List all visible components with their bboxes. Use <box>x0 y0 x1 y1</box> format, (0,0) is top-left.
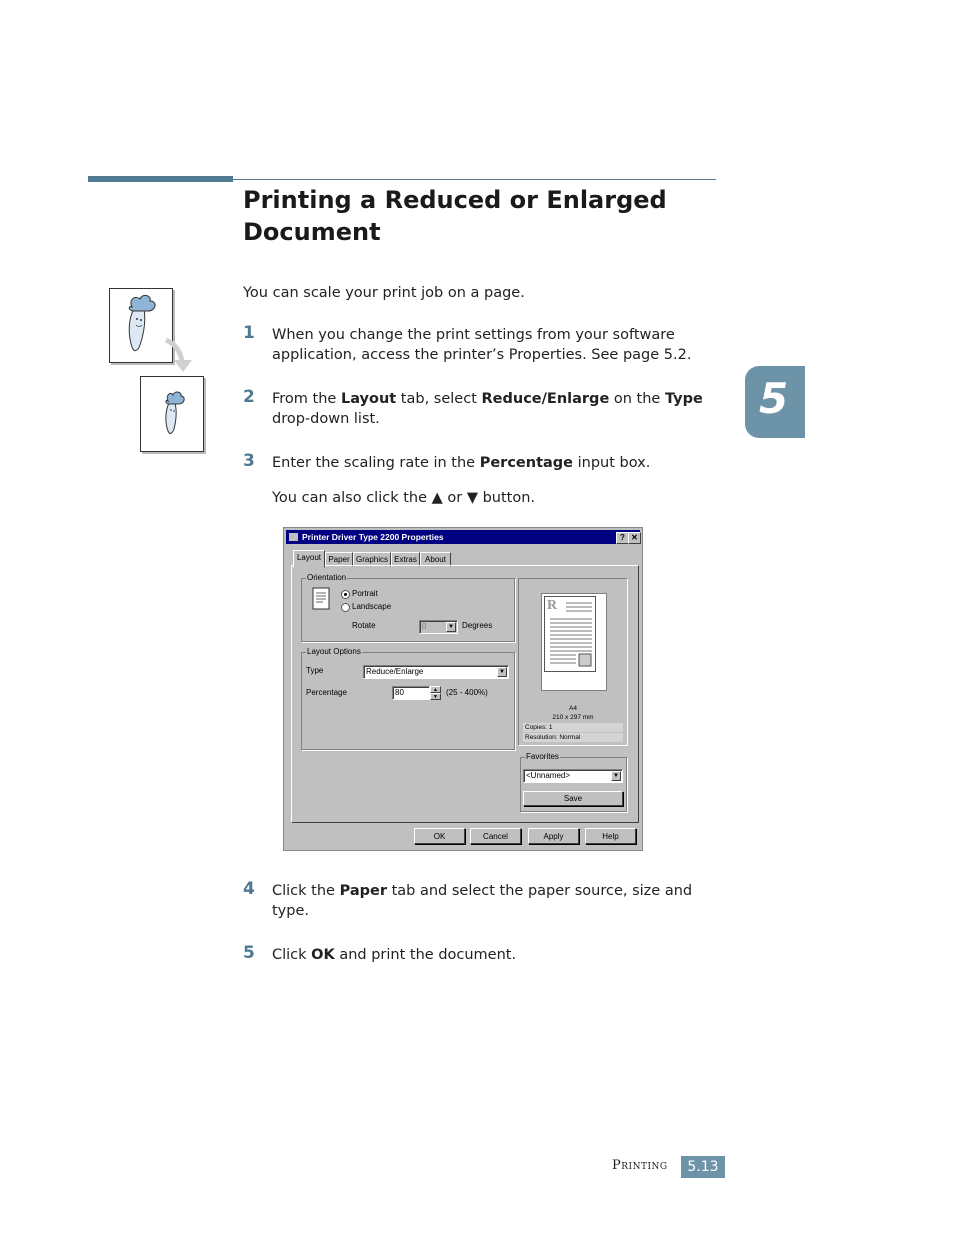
dialog-title: Printer Driver Type 2200 Properties <box>302 532 444 542</box>
favorites-group <box>520 752 627 812</box>
type-select[interactable] <box>363 665 509 679</box>
resolution-info: Resolution: Normal <box>523 733 623 742</box>
step-number: 4 <box>243 879 255 899</box>
bold-term: Layout <box>340 391 397 407</box>
step-number: 5 <box>243 943 255 963</box>
footer-section-text: Printing <box>612 1158 668 1173</box>
bold-term: Percentage <box>479 455 573 471</box>
cancel-button[interactable]: Cancel <box>470 828 521 844</box>
paper-size: 210 x 297 mm <box>552 714 594 721</box>
apply-button[interactable]: Apply <box>528 828 579 844</box>
preview-panel <box>518 578 628 746</box>
percentage-range: (25 - 400%) <box>446 688 488 697</box>
step-text-run: input box. <box>573 455 651 471</box>
step-text-run: Click the <box>272 883 340 899</box>
copies-info: Copies: 1 <box>523 723 623 732</box>
chevron-down-icon: ▼ <box>611 771 621 781</box>
page-title: Printing a Reduced or Enlarged Document <box>243 186 667 246</box>
spin-down-button[interactable]: ▼ <box>430 693 441 700</box>
tab-graphics[interactable]: Graphics <box>353 552 391 567</box>
bold-term: Type <box>664 391 703 407</box>
chevron-down-icon: ▼ <box>497 667 507 677</box>
chapter-number: 5 <box>759 374 789 423</box>
bold-term: Reduce/Enlarge <box>481 391 610 407</box>
tab-layout[interactable]: Layout <box>293 550 325 568</box>
save-button[interactable]: Save <box>523 791 623 806</box>
paper-name: A4 <box>569 705 577 712</box>
step-text-run: Enter the scaling rate in the <box>272 455 480 471</box>
step-text-run: When you change the print settings from your software application, access the printer’s Properties. See page 5.2. <box>272 327 692 363</box>
step-text <box>272 881 712 921</box>
percentage-input[interactable] <box>392 686 430 700</box>
step-text-run: From the <box>272 391 341 407</box>
bold-term: Paper <box>339 883 387 899</box>
ok-button[interactable]: OK <box>414 828 465 844</box>
layout-options-group <box>301 647 515 750</box>
percentage-label: Percentage <box>306 688 347 697</box>
rotate-label: Rotate <box>352 621 376 630</box>
header-rule-thin <box>233 179 716 180</box>
step-text-run: tab, select <box>396 391 482 407</box>
step-text <box>272 325 712 365</box>
small-page-icon <box>140 376 204 452</box>
portrait-page-icon <box>312 587 332 611</box>
step-text <box>272 453 712 473</box>
rotate-select[interactable] <box>419 620 458 634</box>
favorites-value: <Unnamed> <box>526 771 571 780</box>
preview-logo: R <box>547 598 558 613</box>
dialog-titlebar <box>286 530 640 544</box>
tab-about[interactable]: About <box>420 552 451 567</box>
preview-sheet <box>544 596 596 672</box>
step-text-run: Click <box>272 947 312 963</box>
step-text-run: tab and select the paper source, size and type. <box>272 883 693 919</box>
percentage-value: 80 <box>395 688 404 697</box>
bold-term: OK <box>311 947 335 963</box>
layout-options-label: Layout Options <box>307 647 361 656</box>
arrow-down-icon <box>162 336 202 376</box>
intro-text: You can scale your print job on a page. <box>243 285 525 301</box>
text-lines-graphic <box>546 599 594 671</box>
step-text <box>272 389 712 429</box>
landscape-label: Landscape <box>352 602 392 611</box>
chapter-tab <box>745 366 805 438</box>
footer-section <box>612 1158 668 1173</box>
favorites-label: Favorites <box>526 752 559 761</box>
portrait-radio[interactable] <box>341 590 350 599</box>
step-text-run: on the <box>609 391 665 407</box>
orientation-group <box>301 573 515 642</box>
orientation-label: Orientation <box>307 573 347 582</box>
step-text-run: and print the document. <box>334 947 517 963</box>
layout-tab-panel <box>291 565 639 823</box>
portrait-label: Portrait <box>352 589 378 598</box>
landscape-radio[interactable] <box>341 603 350 612</box>
printer-properties-dialog <box>283 527 643 851</box>
page-preview <box>541 593 607 691</box>
step-3-note: You can also click the ▲ or ▼ button. <box>272 490 536 506</box>
chevron-down-icon: ▼ <box>446 622 456 632</box>
rotate-value: 0 <box>422 622 427 631</box>
type-value: Reduce/Enlarge <box>366 667 424 676</box>
step-text-run: drop-down list. <box>272 411 380 427</box>
percentage-spinner <box>430 686 441 700</box>
step-number: 1 <box>243 323 255 343</box>
tab-extras[interactable]: Extras <box>391 552 420 567</box>
help-button[interactable]: Help <box>585 828 636 844</box>
footer-page-number: 5.13 <box>681 1156 725 1178</box>
spin-up-button[interactable]: ▲ <box>430 686 441 693</box>
printer-icon <box>289 533 298 541</box>
tab-paper[interactable]: Paper <box>325 552 353 567</box>
step-text <box>272 945 712 965</box>
close-icon[interactable]: ✕ <box>628 532 641 544</box>
header-rule-thick <box>88 176 233 182</box>
step-number: 2 <box>243 387 255 407</box>
degrees-label: Degrees <box>462 621 493 630</box>
favorites-select[interactable] <box>523 769 623 783</box>
help-title-button[interactable]: ? <box>616 532 629 544</box>
step-number: 3 <box>243 451 255 471</box>
type-label: Type <box>306 666 324 675</box>
